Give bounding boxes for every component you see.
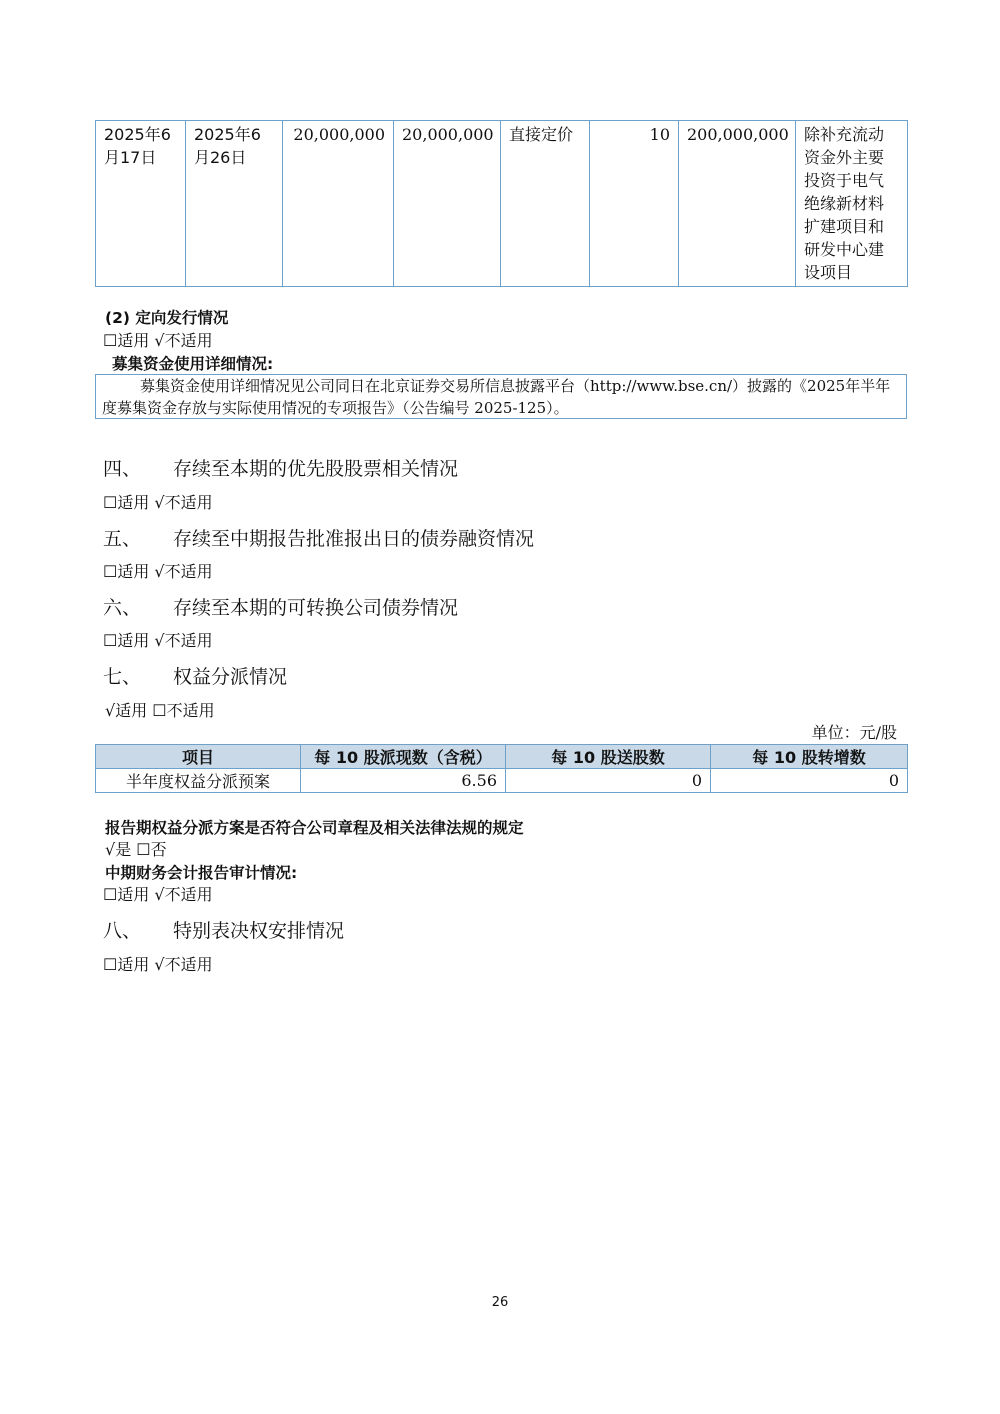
compliance-title: 报告期权益分派方案是否符合公司章程及相关法律法规的规定 (105, 819, 524, 837)
section-4-heading (103, 457, 458, 481)
table-row (96, 769, 908, 793)
section-title: 存续至本期的可转换公司债券情况 (173, 597, 459, 619)
pricing-method-cell: 直接定价 (501, 121, 590, 287)
section-5-applicability: ☐适用 √不适用 (103, 562, 213, 581)
start-date-cell: 2025年6月17日 (96, 121, 186, 287)
section-title: 特别表决权安排情况 (173, 920, 345, 942)
transfer-cell: 0 (711, 769, 908, 793)
section-number: 四、 (103, 458, 142, 480)
issuance-table (95, 120, 908, 287)
section-title: 存续至中期报告批准报出日的债券融资情况 (173, 528, 535, 550)
audit-title: 中期财务会计报告审计情况: (105, 864, 298, 882)
amount-cell: 200,000,000 (679, 121, 796, 287)
cash-cell: 6.56 (301, 769, 506, 793)
private-placement-title: (2) 定向发行情况 (105, 309, 229, 327)
section-7-heading (103, 665, 287, 689)
bonus-cell: 0 (506, 769, 711, 793)
fund-usage-box (95, 374, 907, 419)
section-8-applicability: ☐适用 √不适用 (103, 955, 213, 974)
compliance-answer: √是 ☐否 (105, 840, 167, 859)
section-number: 五、 (103, 528, 142, 550)
section-4-applicability: ☐适用 √不适用 (103, 493, 213, 512)
section-number: 八、 (103, 920, 142, 942)
section-6-applicability: ☐适用 √不适用 (103, 631, 213, 650)
column-header: 每 10 股送股数 (506, 745, 711, 769)
table-row (96, 121, 908, 287)
item-cell: 半年度权益分派预案 (96, 769, 301, 793)
unit-label: 单位：元/股 (811, 723, 897, 742)
section-7-applicability: √适用 ☐不适用 (105, 701, 215, 720)
fund-usage-text: 募集资金使用详细情况见公司同日在北京证券交易所信息披露平台（http://www.bse.cn/）披露的《2025年半年度募集资金存放与实际使用情况的专项报告》（公告编号 2025-125）。 (102, 377, 891, 417)
section-6-heading (103, 596, 458, 620)
section-title: 权益分派情况 (173, 666, 288, 688)
page-number: 26 (491, 1295, 509, 1310)
purpose-cell: 除补充流动资金外主要投资于电气绝缘新材料扩建项目和研发中心建设项目 (796, 121, 908, 287)
planned-shares-cell: 20,000,000 (283, 121, 394, 287)
actual-shares-cell: 20,000,000 (394, 121, 501, 287)
fund-usage-title: 募集资金使用详细情况: (112, 355, 274, 373)
private-placement-applicability: ☐适用 √不适用 (103, 331, 213, 350)
table-header-row (96, 745, 908, 769)
section-number: 六、 (103, 597, 142, 619)
column-header: 每 10 股派现数（含税） (301, 745, 506, 769)
column-header: 每 10 股转增数 (711, 745, 908, 769)
section-number: 七、 (103, 666, 142, 688)
section-title: 存续至本期的优先股股票相关情况 (173, 458, 459, 480)
column-header: 项目 (96, 745, 301, 769)
dividend-table (95, 744, 908, 793)
price-cell: 10 (590, 121, 679, 287)
section-8-heading (103, 919, 344, 943)
end-date-cell: 2025年6月26日 (186, 121, 283, 287)
section-5-heading (103, 527, 534, 551)
audit-applicability: ☐适用 √不适用 (103, 885, 213, 904)
